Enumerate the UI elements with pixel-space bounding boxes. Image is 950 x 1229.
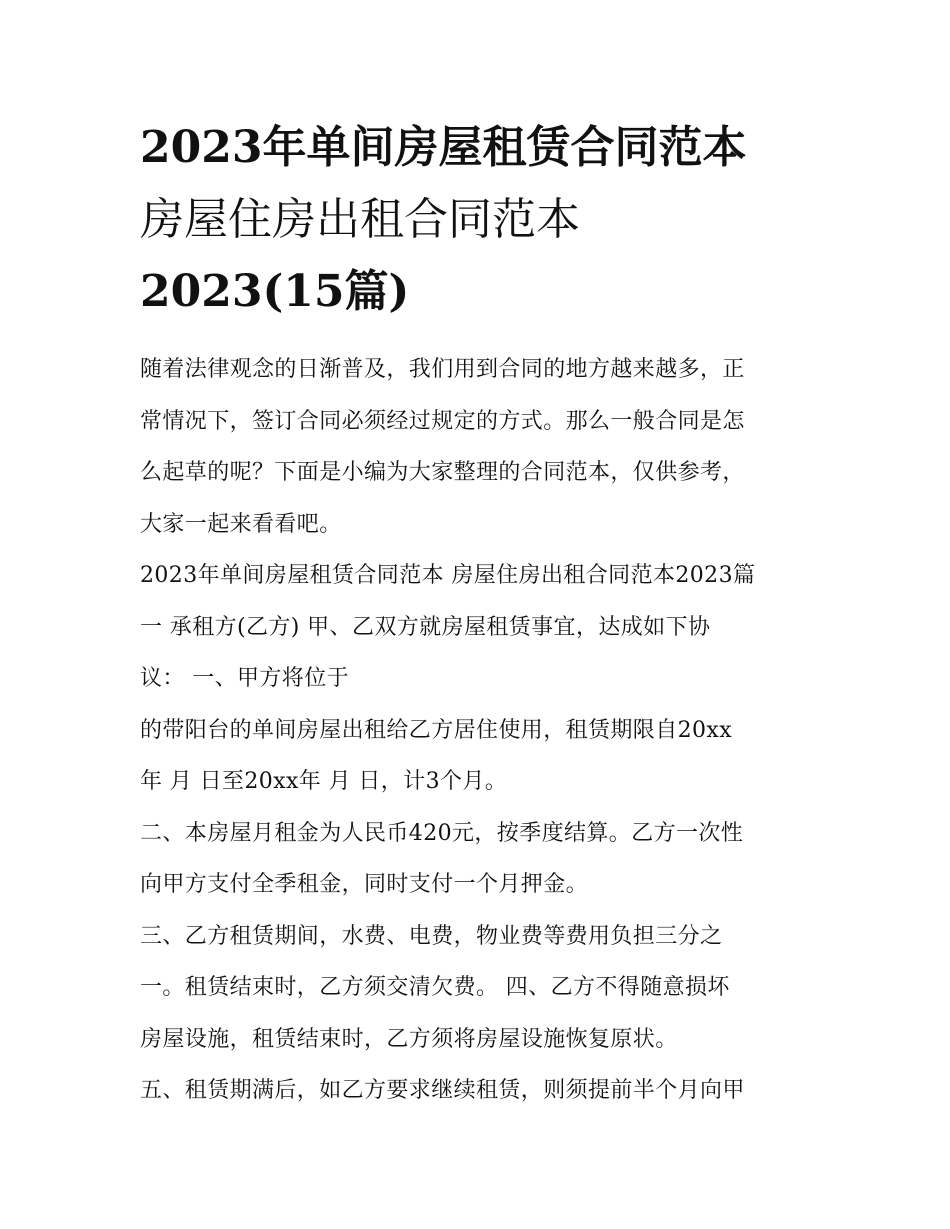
body-line: 年 月 日至20xx年 月 日，计3个月。 <box>140 769 508 794</box>
body-line: 二、本房屋月租金为人民币420元，按季度结算。乙方一次性 <box>140 820 744 846</box>
body-line: 的带阳台的单间房屋出租给乙方居住使用，租赁期限自20xx <box>140 717 733 743</box>
document-page <box>140 112 815 1117</box>
body-line: 常情况下，签订合同必须经过规定的方式。那么一般合同是怎 <box>140 408 745 434</box>
body-line: 房屋设施，租赁结束时，乙方须将房屋设施恢复原状。 <box>140 1026 678 1052</box>
body-line: 一 承租方(乙方) 甲、乙双方就房屋租赁事宜，达成如下协 <box>140 614 711 640</box>
document-body <box>140 344 815 1117</box>
body-line: 一。租赁结束时，乙方须交清欠费。 四、乙方不得随意损坏 <box>140 975 730 1000</box>
document-title <box>140 112 815 328</box>
body-line: 五、租赁期满后，如乙方要求继续租赁，则须提前半个月向甲 <box>140 1078 745 1103</box>
body-line: 向甲方支付全季租金，同时支付一个月押金。 <box>140 872 589 897</box>
title-line-1: 2023年单间房屋租赁合同范本 <box>140 122 747 173</box>
title-line-2: 房屋住房出租合同范本 <box>140 194 580 245</box>
body-line: 随着法律观念的日渐普及，我们用到合同的地方越来越多，正 <box>140 357 745 382</box>
body-line: 么起草的呢？下面是小编为大家整理的合同范本，仅供参考， <box>140 460 745 485</box>
body-line: 议： 一、甲方将位于 <box>140 666 349 691</box>
body-line: 大家一起来看看吧。 <box>140 511 342 537</box>
title-line-3: 2023(15篇) <box>140 266 410 317</box>
body-line: 三、乙方租赁期间，水费、电费，物业费等费用负担三分之 <box>140 923 723 949</box>
body-line: 2023年单间房屋租赁合同范本 房屋住房出租合同范本2023篇 <box>140 563 756 588</box>
